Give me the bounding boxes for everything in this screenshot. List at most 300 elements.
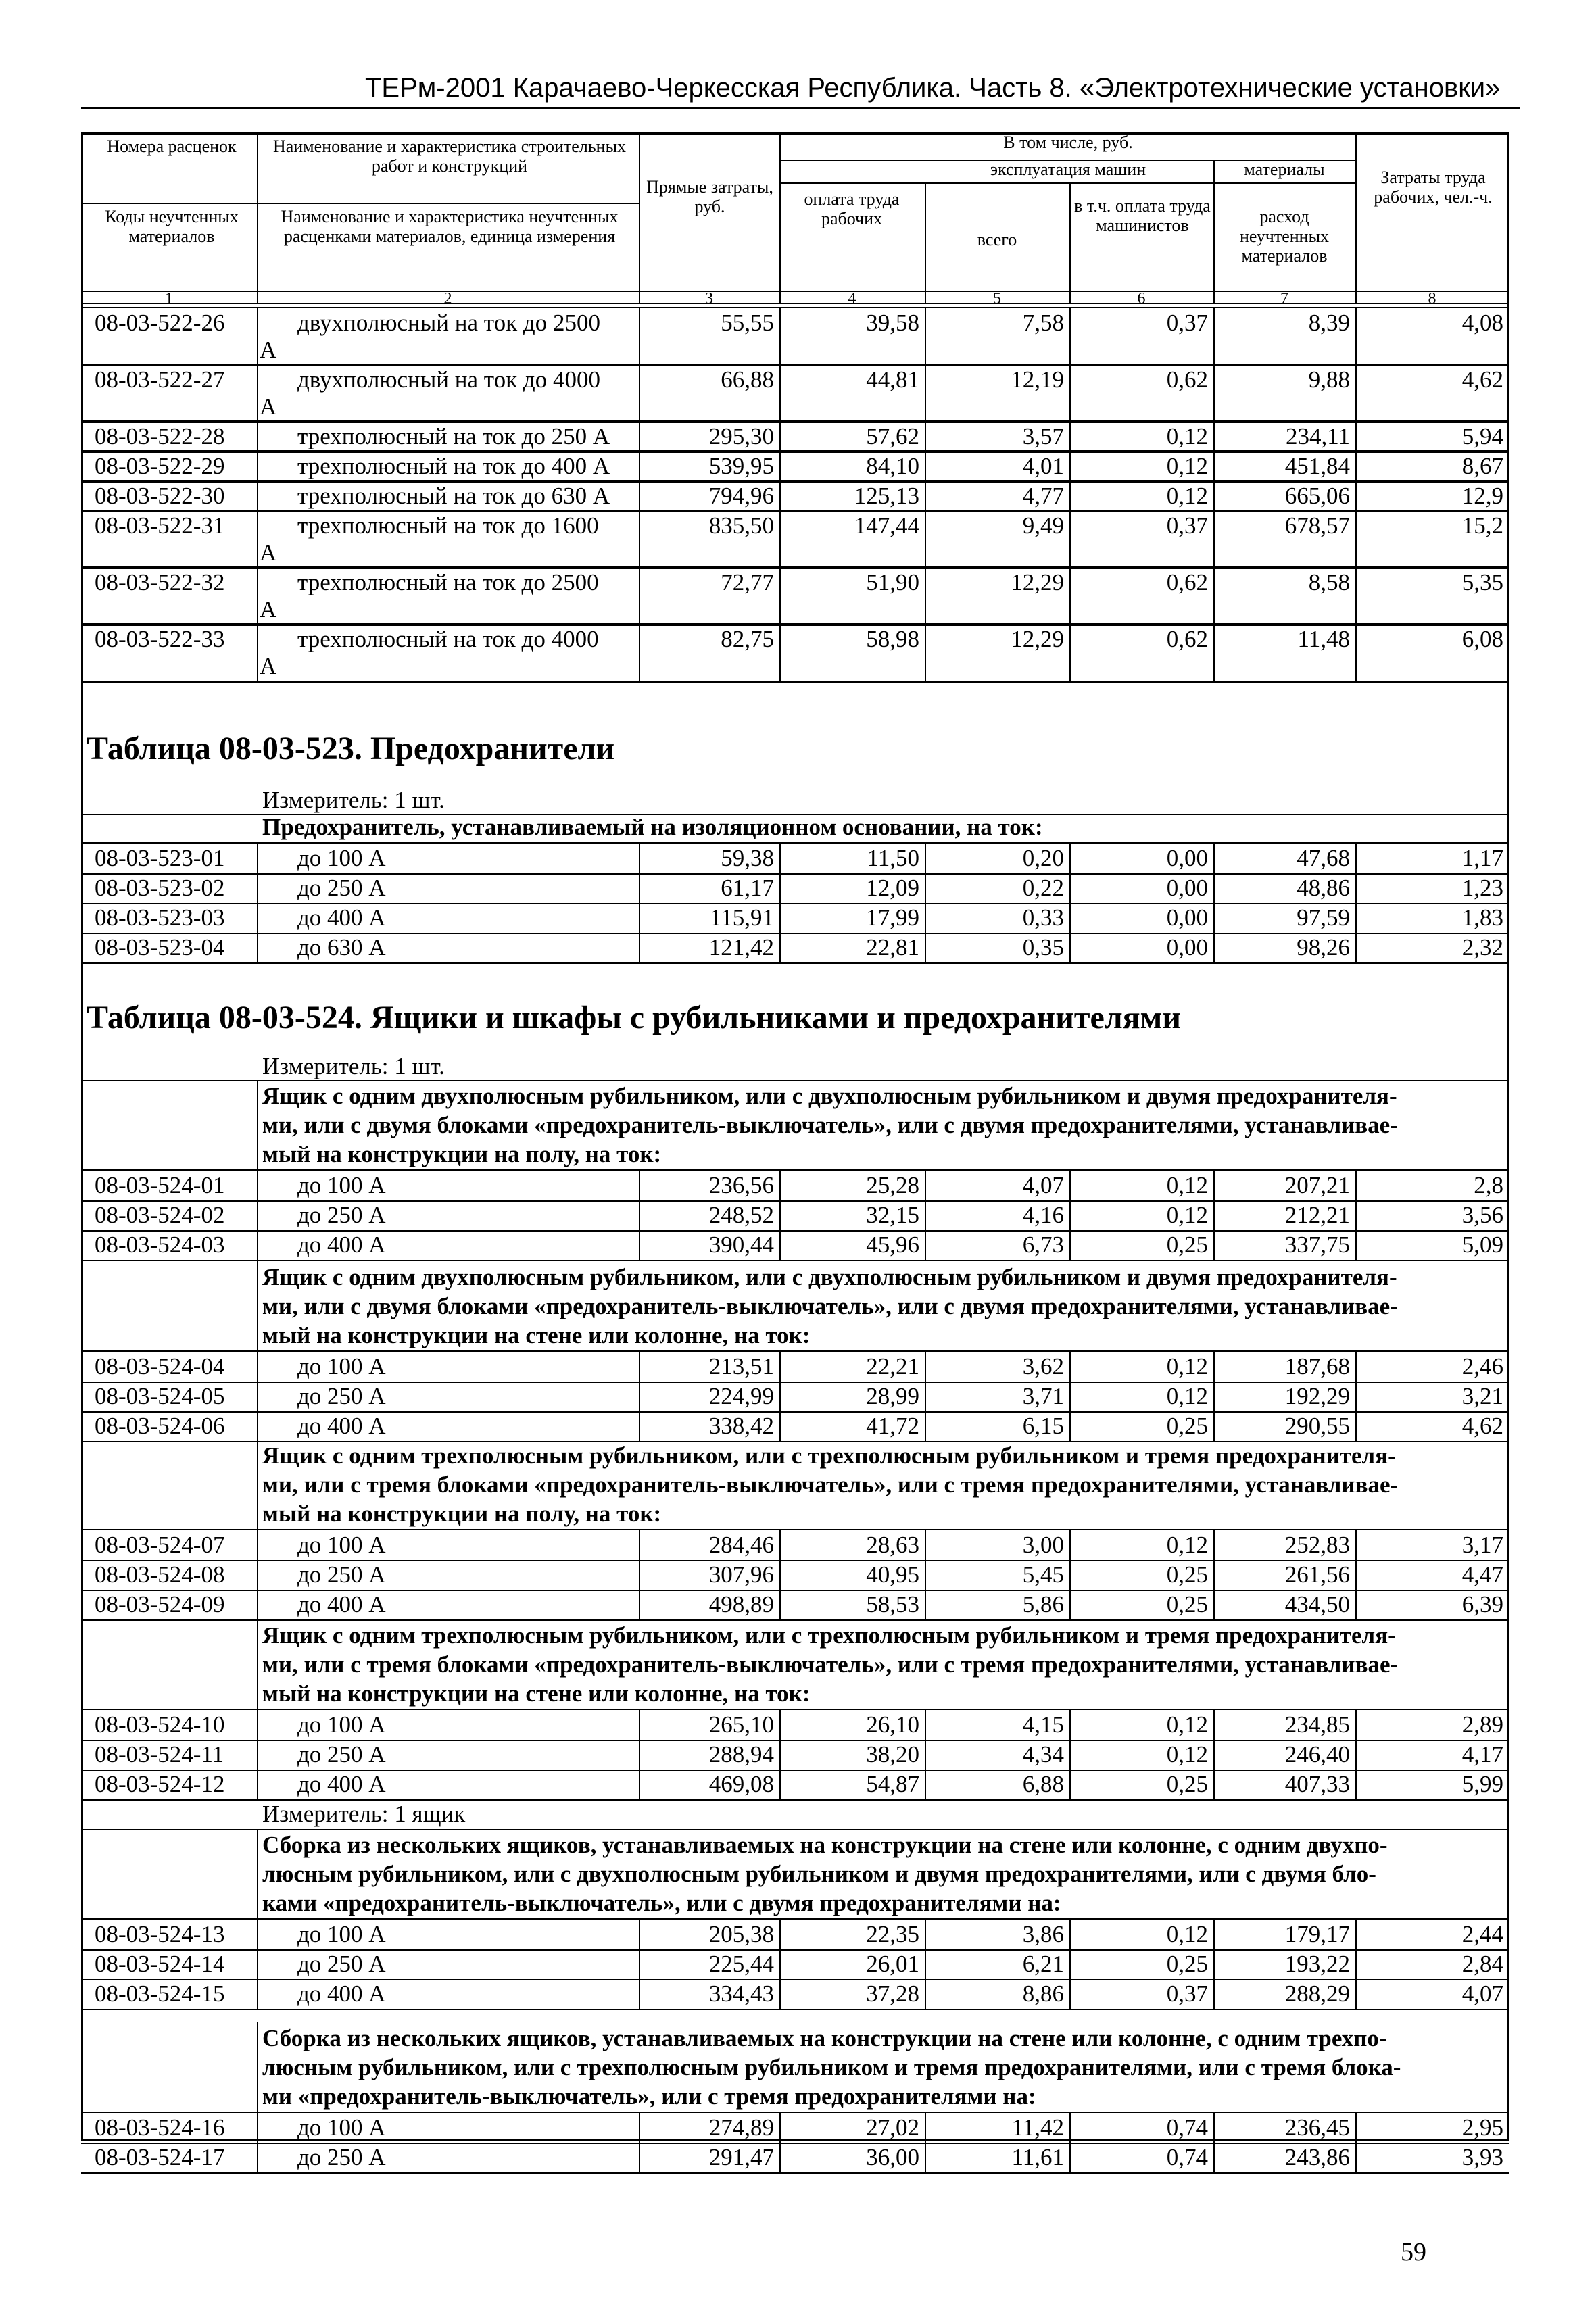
cell-m: 0,12 [1166, 1532, 1208, 1558]
column-rule [925, 1410, 926, 1441]
cell-mat: 192,29 [1284, 1383, 1350, 1409]
column-rule [257, 1978, 258, 2009]
cell-mat: 8,39 [1308, 310, 1350, 336]
column-rule [779, 480, 781, 511]
rule-line [81, 2009, 1509, 2010]
cell-l: 4,07 [1461, 1980, 1503, 2007]
cell-t: 4,01 [1022, 453, 1064, 479]
column-rule [925, 1529, 926, 1560]
column-rule [1355, 842, 1357, 873]
column-rule [1213, 1380, 1215, 1411]
group-caption: мый на конструкции на полу, на ток: [262, 1501, 662, 1527]
column-rule [779, 1199, 781, 1230]
col-index: 1 [165, 290, 173, 308]
group-caption: Сборка из нескольких ящиков, устанавливаемых на конструкции на стене или колонне, с одним двухпо- [262, 1832, 1388, 1858]
cell-m: 0,62 [1166, 626, 1208, 652]
column-rule [257, 132, 258, 303]
column-rule [1069, 566, 1071, 625]
rule-line [779, 182, 925, 184]
column-rule [1213, 1529, 1215, 1560]
column-rule [925, 510, 926, 568]
group-caption: ми, или с двумя блоками «предохранитель-выключатель», или с двумя предохранителями, устанавливае- [262, 1112, 1398, 1138]
rate-code: 08-03-524-09 [95, 1591, 225, 1617]
cell-w: 51,90 [866, 569, 919, 595]
cell-m: 0,12 [1166, 1921, 1208, 1947]
column-rule [925, 931, 926, 962]
work-name-cont: А [260, 337, 277, 363]
cell-mat: 9,88 [1308, 366, 1350, 393]
column-rule [639, 902, 640, 933]
cell-t: 4,16 [1022, 1202, 1064, 1228]
cell-t: 9,49 [1022, 512, 1064, 539]
group-caption: Ящик с одним двухполюсным рубильником, или с двухполюсным рубильником и двумя предохранителя- [262, 1083, 1397, 1109]
cell-l: 2,32 [1461, 934, 1503, 960]
column-rule [1355, 1738, 1357, 1770]
cell-d: 72,77 [721, 569, 774, 595]
group-caption: мый на конструкции на полу, на ток: [262, 1141, 662, 1167]
cell-l: 15,2 [1461, 512, 1503, 539]
column-rule [779, 1768, 781, 1799]
column-rule [257, 420, 258, 452]
cell-w: 39,58 [866, 310, 919, 336]
cell-d: 307,96 [708, 1561, 774, 1588]
column-rule [257, 931, 258, 962]
cell-t: 12,29 [1011, 569, 1064, 595]
column-rule [925, 1768, 926, 1799]
column-rule [1355, 1559, 1357, 1590]
cell-t: 0,20 [1022, 845, 1064, 871]
column-rule [639, 1199, 640, 1230]
column-rule [257, 2112, 258, 2143]
rule-line [81, 1260, 1509, 1261]
cell-w: 147,44 [854, 512, 919, 539]
cell-l: 2,46 [1461, 1353, 1503, 1380]
cell-mat: 187,68 [1284, 1353, 1350, 1380]
column-rule [1069, 902, 1071, 933]
cell-d: 498,89 [708, 1591, 774, 1617]
column-rule [257, 842, 258, 873]
column-rule [925, 1588, 926, 1619]
cell-d: 61,17 [721, 875, 774, 901]
column-rule [257, 1529, 258, 1560]
group-caption: люсным рубильником, или с трехполюсным рубильником и тремя предохранителями, или с тремя блока- [262, 2054, 1401, 2080]
cell-m: 0,62 [1166, 366, 1208, 393]
column-rule [1213, 902, 1215, 933]
rule-line [81, 203, 639, 204]
cell-w: 54,87 [866, 1771, 919, 1797]
column-rule [257, 364, 258, 422]
column-rule [257, 1709, 258, 1740]
column-rule [925, 1738, 926, 1770]
column-rule [257, 1559, 258, 1590]
cell-m: 0,00 [1166, 934, 1208, 960]
column-rule [1213, 1559, 1215, 1590]
column-rule [1213, 623, 1215, 681]
cell-l: 3,93 [1461, 2144, 1503, 2170]
cell-w: 22,81 [866, 934, 919, 960]
cell-w: 58,53 [866, 1591, 919, 1617]
column-rule [1213, 1410, 1215, 1441]
hdr-total: всего [977, 230, 1017, 249]
group-caption: ми «предохранитель-выключатель», или с тремя предохранителями на: [262, 2083, 1036, 2110]
column-rule [639, 1588, 640, 1619]
work-name-cont: А [260, 653, 277, 679]
column-rule [1069, 307, 1071, 365]
rate-code: 08-03-522-33 [95, 626, 225, 652]
cell-d: 225,44 [708, 1951, 774, 1977]
column-rule [1355, 420, 1357, 452]
cell-t: 6,15 [1022, 1413, 1064, 1439]
cell-w: 17,99 [866, 904, 919, 931]
hdr-incl-wage: в т.ч. оплата труда машинистов [1074, 196, 1211, 235]
column-rule [1355, 1768, 1357, 1799]
column-rule [1069, 1529, 1071, 1560]
work-name: трехполюсный на ток до 630 А [297, 483, 610, 509]
column-rule [1069, 623, 1071, 681]
cell-m: 0,12 [1166, 1711, 1208, 1738]
cell-t: 4,34 [1022, 1741, 1064, 1768]
column-rule [1355, 132, 1357, 303]
cell-d: 115,91 [710, 904, 774, 931]
cell-d: 121,42 [708, 934, 774, 960]
column-rule [1213, 1169, 1215, 1200]
cell-l: 4,47 [1461, 1561, 1503, 1588]
rule-line [81, 2172, 1509, 2174]
cell-d: 334,43 [708, 1980, 774, 2007]
column-rule [639, 364, 640, 422]
group-caption: люсным рубильником, или с двухполюсным рубильником и двумя предохранителями, или с двумя бло- [262, 1861, 1376, 1887]
column-rule [1355, 307, 1357, 365]
rate-code: 08-03-522-30 [95, 483, 225, 509]
work-name: до 250 А [297, 1202, 386, 1228]
group-caption: Ящик с одним трехполюсным рубильником, или с трехполюсным рубильником и тремя предохранителя- [262, 1442, 1396, 1469]
rule-line [779, 160, 1355, 161]
column-rule [257, 1080, 258, 1169]
cell-l: 12,9 [1461, 483, 1503, 509]
column-rule [925, 902, 926, 933]
column-rule [1355, 2112, 1357, 2143]
column-rule [257, 480, 258, 511]
col-index: 6 [1137, 290, 1146, 308]
cell-w: 58,98 [866, 626, 919, 652]
group-caption: Ящик с одним трехполюсным рубильником, или с трехполюсным рубильником и тремя предохранителя- [262, 1622, 1396, 1649]
column-rule [779, 1588, 781, 1619]
work-name: двухполюсный на ток до 4000 [297, 366, 600, 393]
cell-t: 5,86 [1022, 1591, 1064, 1617]
cell-m: 0,37 [1166, 310, 1208, 336]
cell-w: 26,01 [866, 1951, 919, 1977]
cell-m: 0,62 [1166, 569, 1208, 595]
column-rule [639, 623, 640, 681]
cell-l: 6,08 [1461, 626, 1503, 652]
column-rule [1213, 1229, 1215, 1260]
cell-mat: 451,84 [1284, 453, 1350, 479]
cell-t: 0,35 [1022, 934, 1064, 960]
work-name: до 100 А [297, 845, 386, 871]
cell-mat: 337,75 [1284, 1232, 1350, 1258]
column-rule [1069, 842, 1071, 873]
hdr-consume: расход неучтенных материалов [1239, 207, 1330, 266]
work-name: до 400 А [297, 1771, 386, 1797]
cell-d: 265,10 [708, 1711, 774, 1738]
rate-code: 08-03-524-08 [95, 1561, 225, 1588]
column-rule [257, 1738, 258, 1770]
column-rule [1069, 1738, 1071, 1770]
column-rule [779, 623, 781, 681]
cell-m: 0,12 [1166, 453, 1208, 479]
column-rule [925, 480, 926, 511]
rate-code: 08-03-524-02 [95, 1202, 225, 1228]
cell-m: 0,25 [1166, 1591, 1208, 1617]
column-rule [1213, 931, 1215, 962]
work-name: до 250 А [297, 1561, 386, 1588]
column-rule [779, 1350, 781, 1382]
column-rule [639, 1709, 640, 1740]
column-rule [257, 1350, 258, 1382]
column-rule [779, 2141, 781, 2172]
cell-m: 0,74 [1166, 2114, 1208, 2141]
work-name-cont: А [260, 393, 277, 420]
cell-w: 25,28 [866, 1172, 919, 1198]
cell-w: 26,10 [866, 1711, 919, 1738]
column-rule [257, 1169, 258, 1200]
cell-mat: 48,86 [1297, 875, 1350, 901]
rate-code: 08-03-524-07 [95, 1532, 225, 1558]
rate-code: 08-03-524-14 [95, 1951, 225, 1977]
cell-mat: 246,40 [1284, 1741, 1350, 1768]
cell-l: 4,08 [1461, 310, 1503, 336]
cell-mat: 234,11 [1286, 423, 1350, 449]
cell-mat: 98,26 [1297, 934, 1350, 960]
col-index: 3 [705, 290, 713, 308]
column-rule [639, 1229, 640, 1260]
cell-m: 0,12 [1166, 1353, 1208, 1380]
column-rule [925, 1350, 926, 1382]
column-rule [779, 1738, 781, 1770]
cell-t: 3,71 [1022, 1383, 1064, 1409]
rule-line [81, 681, 1509, 683]
cell-t: 3,86 [1022, 1921, 1064, 1947]
work-name: до 250 А [297, 875, 386, 901]
column-rule [779, 1380, 781, 1411]
cell-d: 288,94 [708, 1741, 774, 1768]
rate-code: 08-03-524-12 [95, 1771, 225, 1797]
column-rule [1069, 1350, 1071, 1382]
rate-code: 08-03-523-03 [95, 904, 225, 931]
cell-l: 2,44 [1461, 1921, 1503, 1947]
group-caption: мый на конструкции на стене или колонне, на ток: [262, 1322, 811, 1348]
column-rule [1069, 1169, 1071, 1200]
cell-l: 1,23 [1461, 875, 1503, 901]
column-rule [1069, 1229, 1071, 1260]
column-rule [1355, 931, 1357, 962]
cell-l: 8,67 [1461, 453, 1503, 479]
group-caption: Сборка из нескольких ящиков, устанавливаемых на конструкции на стене или колонне, с одним трехпо- [262, 2025, 1387, 2051]
column-rule [1213, 1350, 1215, 1382]
column-rule [1213, 872, 1215, 903]
column-rule [925, 1169, 926, 1200]
cell-d: 66,88 [721, 366, 774, 393]
table-caption: Предохранитель, устанавливаемый на изоляционном основании, на ток: [262, 814, 1043, 840]
group-caption: ми, или с тремя блоками «предохранитель-выключатель», или с тремя предохранителями, устанавливае- [262, 1651, 1399, 1678]
cell-d: 291,47 [708, 2144, 774, 2170]
cell-t: 11,42 [1011, 2114, 1064, 2141]
cell-mat: 288,29 [1284, 1980, 1350, 2007]
column-rule [639, 1738, 640, 1770]
rate-code: 08-03-524-16 [95, 2114, 225, 2141]
column-rule [257, 1199, 258, 1230]
cell-w: 38,20 [866, 1741, 919, 1768]
column-rule [257, 1829, 258, 1918]
rate-code: 08-03-524-05 [95, 1383, 225, 1409]
work-name: трехполюсный на ток до 250 А [297, 423, 610, 449]
work-name: до 100 А [297, 1711, 386, 1738]
work-name: до 100 А [297, 1921, 386, 1947]
column-rule [779, 1709, 781, 1740]
cell-mat: 434,50 [1284, 1591, 1350, 1617]
cell-w: 32,15 [866, 1202, 919, 1228]
hdr-incl: В том числе, руб. [1003, 132, 1133, 152]
rate-code: 08-03-522-29 [95, 453, 225, 479]
column-rule [925, 1709, 926, 1740]
rate-code: 08-03-523-04 [95, 934, 225, 960]
column-rule [925, 1229, 926, 1260]
column-rule [1213, 2112, 1215, 2143]
column-rule [1355, 450, 1357, 481]
column-rule [639, 307, 640, 365]
column-rule [779, 510, 781, 568]
group-caption: ми, или с двумя блоками «предохранитель-выключатель», или с двумя предохранителями, устанавливае- [262, 1293, 1398, 1319]
work-name: до 250 А [297, 1741, 386, 1768]
column-rule [1213, 1978, 1215, 2009]
column-rule [1213, 1768, 1215, 1799]
cell-mat: 11,48 [1297, 626, 1350, 652]
column-rule [925, 420, 926, 452]
column-rule [257, 1768, 258, 1799]
column-rule [1213, 566, 1215, 625]
work-name: до 400 А [297, 1232, 386, 1258]
column-rule [1355, 1380, 1357, 1411]
cell-w: 22,21 [866, 1353, 919, 1380]
rate-code: 08-03-524-01 [95, 1172, 225, 1198]
column-rule [1213, 842, 1215, 873]
column-rule [257, 307, 258, 365]
cell-t: 3,57 [1022, 423, 1064, 449]
table-title: Таблица 08-03-524. Ящики и шкафы с рубильниками и предохранителями [87, 1000, 1181, 1035]
hdr-wage: оплата труда рабочих [804, 189, 900, 228]
column-rule [639, 132, 640, 303]
cell-d: 55,55 [721, 310, 774, 336]
cell-w: 40,95 [866, 1561, 919, 1588]
group-caption: мый на конструкции на стене или колонне, на ток: [262, 1680, 811, 1707]
hdr-num2: Коды неучтенных материалов [105, 207, 239, 246]
cell-l: 5,09 [1461, 1232, 1503, 1258]
cell-w: 28,63 [866, 1532, 919, 1558]
rate-code: 08-03-524-17 [95, 2144, 225, 2170]
cell-t: 5,45 [1022, 1561, 1064, 1588]
cell-mat: 97,59 [1297, 904, 1350, 931]
col-index: 5 [993, 290, 1001, 308]
column-rule [639, 510, 640, 568]
work-name: до 400 А [297, 1591, 386, 1617]
column-rule [1355, 1169, 1357, 1200]
column-rule [925, 450, 926, 481]
column-rule [1069, 2141, 1071, 2172]
column-rule [639, 872, 640, 903]
cell-mat: 243,86 [1284, 2144, 1350, 2170]
cell-l: 3,56 [1461, 1202, 1503, 1228]
rate-code: 08-03-524-13 [95, 1921, 225, 1947]
column-rule [1213, 307, 1215, 365]
column-rule [257, 450, 258, 481]
cell-d: 236,56 [708, 1172, 774, 1198]
rate-code: 08-03-524-03 [95, 1232, 225, 1258]
col-index: 4 [848, 290, 856, 308]
column-rule [1355, 872, 1357, 903]
column-rule [639, 1948, 640, 1979]
cell-d: 82,75 [721, 626, 774, 652]
column-rule [257, 1261, 258, 1350]
column-rule [1069, 1199, 1071, 1230]
column-rule [257, 1948, 258, 1979]
cell-m: 0,12 [1166, 1202, 1208, 1228]
column-rule [257, 623, 258, 681]
column-rule [779, 2112, 781, 2143]
column-rule [257, 1440, 258, 1529]
column-rule [779, 132, 781, 303]
work-name-cont: А [260, 596, 277, 623]
column-rule [639, 480, 640, 511]
column-rule [925, 307, 926, 365]
cell-m: 0,12 [1166, 483, 1208, 509]
column-rule [257, 510, 258, 568]
column-rule [1069, 872, 1071, 903]
cell-w: 28,99 [866, 1383, 919, 1409]
meter-label: Измеритель: 1 шт. [262, 1053, 445, 1079]
cell-w: 11,50 [867, 845, 919, 871]
cell-m: 0,37 [1166, 512, 1208, 539]
column-rule [1213, 420, 1215, 452]
cell-m: 0,25 [1166, 1771, 1208, 1797]
hdr-materials: материалы [1244, 160, 1325, 179]
column-rule [1069, 1918, 1071, 1949]
cell-w: 45,96 [866, 1232, 919, 1258]
cell-w: 36,00 [866, 2144, 919, 2170]
cell-l: 6,39 [1461, 1591, 1503, 1617]
cell-w: 44,81 [866, 366, 919, 393]
column-rule [1355, 2141, 1357, 2172]
column-rule [1355, 1410, 1357, 1441]
column-rule [779, 566, 781, 625]
cell-t: 8,86 [1022, 1980, 1064, 2007]
rate-code: 08-03-524-06 [95, 1413, 225, 1439]
cell-m: 0,12 [1166, 1741, 1208, 1768]
column-rule [257, 1229, 258, 1260]
column-rule [925, 182, 926, 303]
cell-w: 84,10 [866, 453, 919, 479]
column-rule [1069, 480, 1071, 511]
cell-l: 4,17 [1461, 1741, 1503, 1768]
column-rule [639, 842, 640, 873]
cell-m: 0,25 [1166, 1413, 1208, 1439]
work-name: до 630 А [297, 934, 386, 960]
column-rule [639, 1918, 640, 1949]
work-name: до 100 А [297, 1172, 386, 1198]
column-rule [1213, 450, 1215, 481]
column-rule [925, 623, 926, 681]
column-rule [257, 1588, 258, 1619]
rule-line [925, 182, 1355, 184]
